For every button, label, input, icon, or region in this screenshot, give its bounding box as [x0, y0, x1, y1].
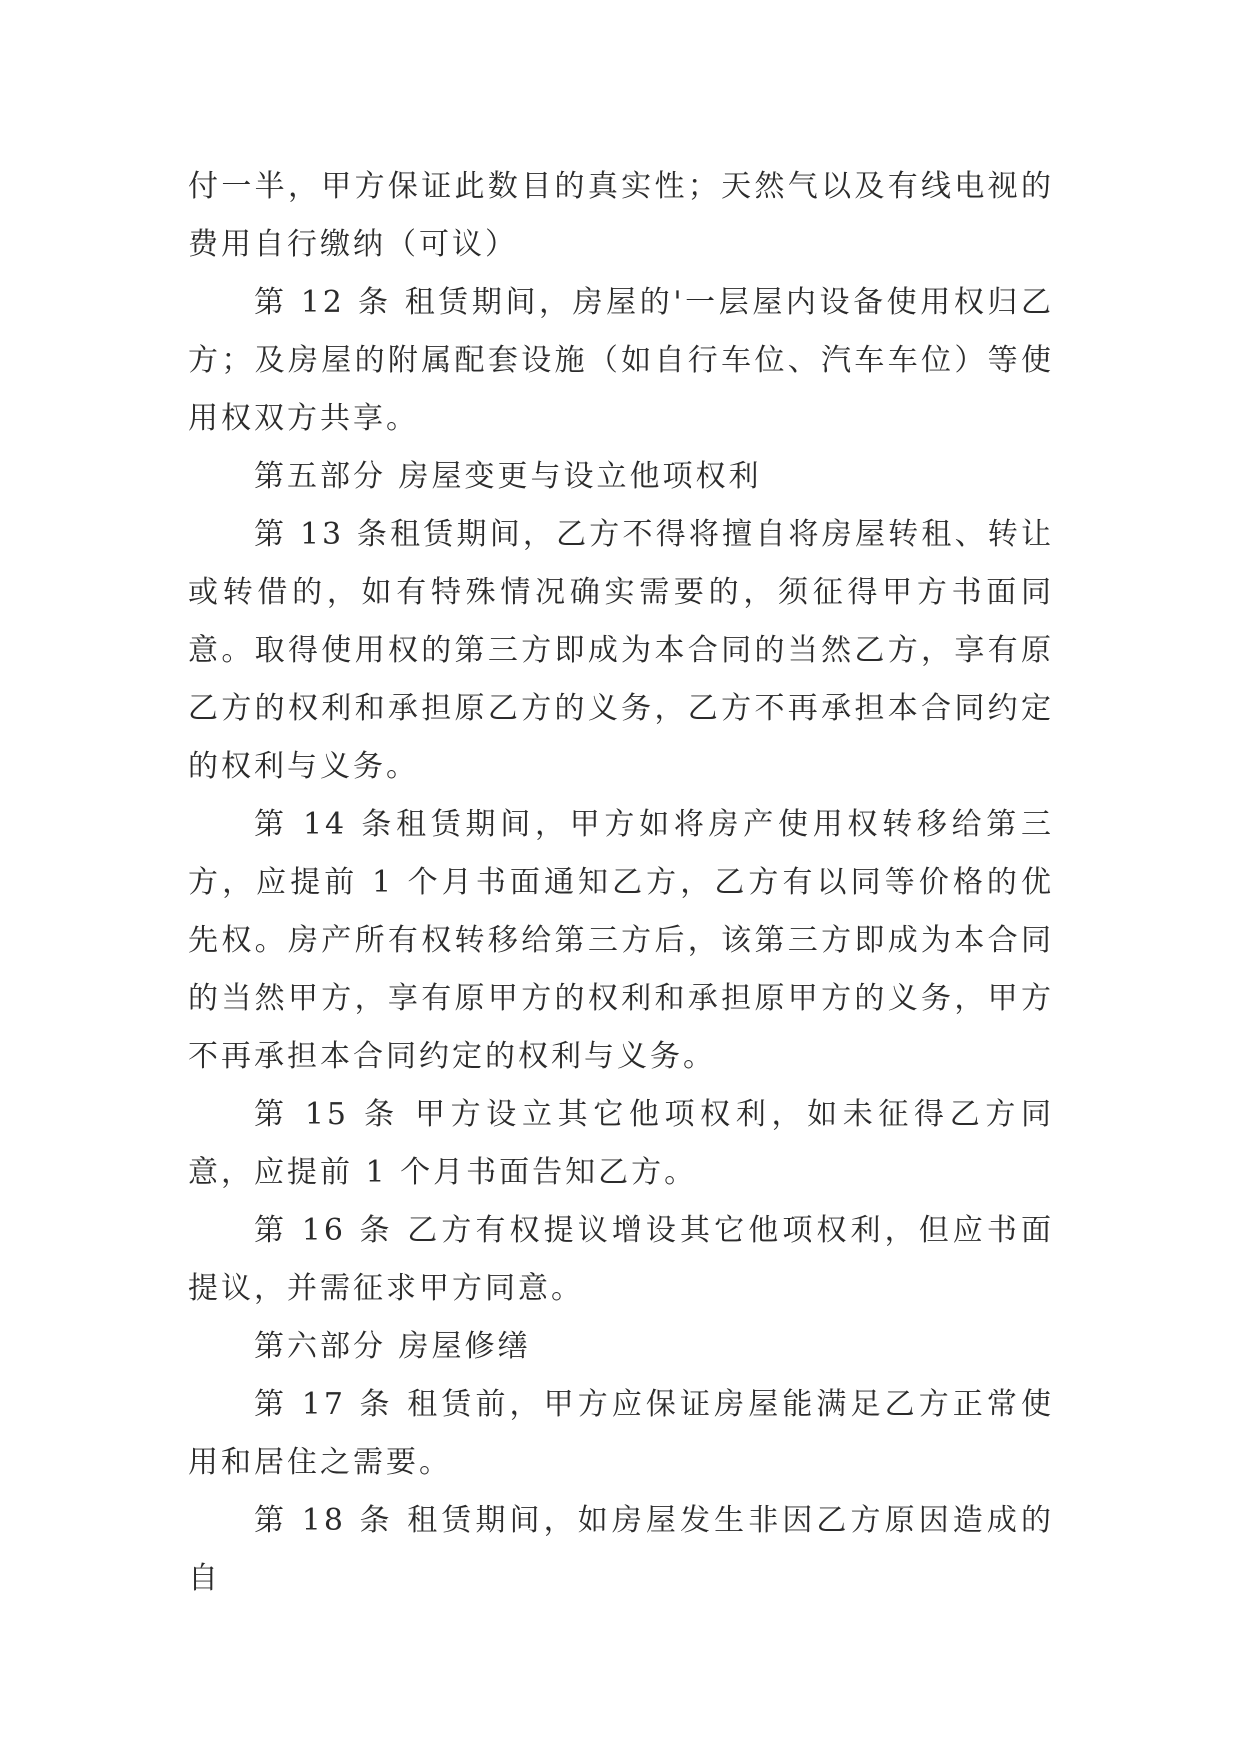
paragraph-article-13: 第 13 条租赁期间，乙方不得将擅自将房屋转租、转让或转借的，如有特殊情况确实需要的，须征得甲方书面同意。取得使用权的第三方即成为本合同的当然乙方，享有原乙方的权利和承担原乙方的义务，乙方不再承担本合同约定的权利与义务。: [188, 517, 1054, 784]
section-heading-part-6: 第六部分 房屋修缮: [254, 1329, 531, 1364]
paragraph-article-14: 第 14 条租赁期间，甲方如将房产使用权转移给第三方，应提前 1 个月书面通知乙方，乙方有以同等价格的优先权。房产所有权转移给第三方后，该第三方即成为本合同的当然甲方，享有原甲方的权利和承担原甲方的义务，甲方不再承担本合同约定的权利与义务。: [188, 807, 1054, 1074]
section-heading-part-5: 第五部分 房屋变更与设立他项权利: [254, 459, 762, 494]
document-body: [188, 158, 1054, 1608]
paragraph-article-16: 第 16 条 乙方有权提议增设其它他项权利，但应书面提议，并需征求甲方同意。: [188, 1213, 1054, 1306]
paragraph-article-17: 第 17 条 租赁前，甲方应保证房屋能满足乙方正常使用和居住之需要。: [188, 1387, 1054, 1480]
paragraph-utilities-continued: 付一半，甲方保证此数目的真实性；天然气以及有线电视的费用自行缴纳（可议）: [188, 169, 1054, 262]
paragraph-article-15: 第 15 条 甲方设立其它他项权利，如未征得乙方同意，应提前 1 个月书面告知乙方。: [188, 1097, 1054, 1190]
paragraph-article-12: 第 12 条 租赁期间，房屋的'一层屋内设备使用权归乙方；及房屋的附属配套设施（如自行车位、汽车车位）等使用权双方共享。: [188, 285, 1054, 436]
paragraph-article-18: 第 18 条 租赁期间，如房屋发生非因乙方原因造成的自: [188, 1503, 1054, 1596]
